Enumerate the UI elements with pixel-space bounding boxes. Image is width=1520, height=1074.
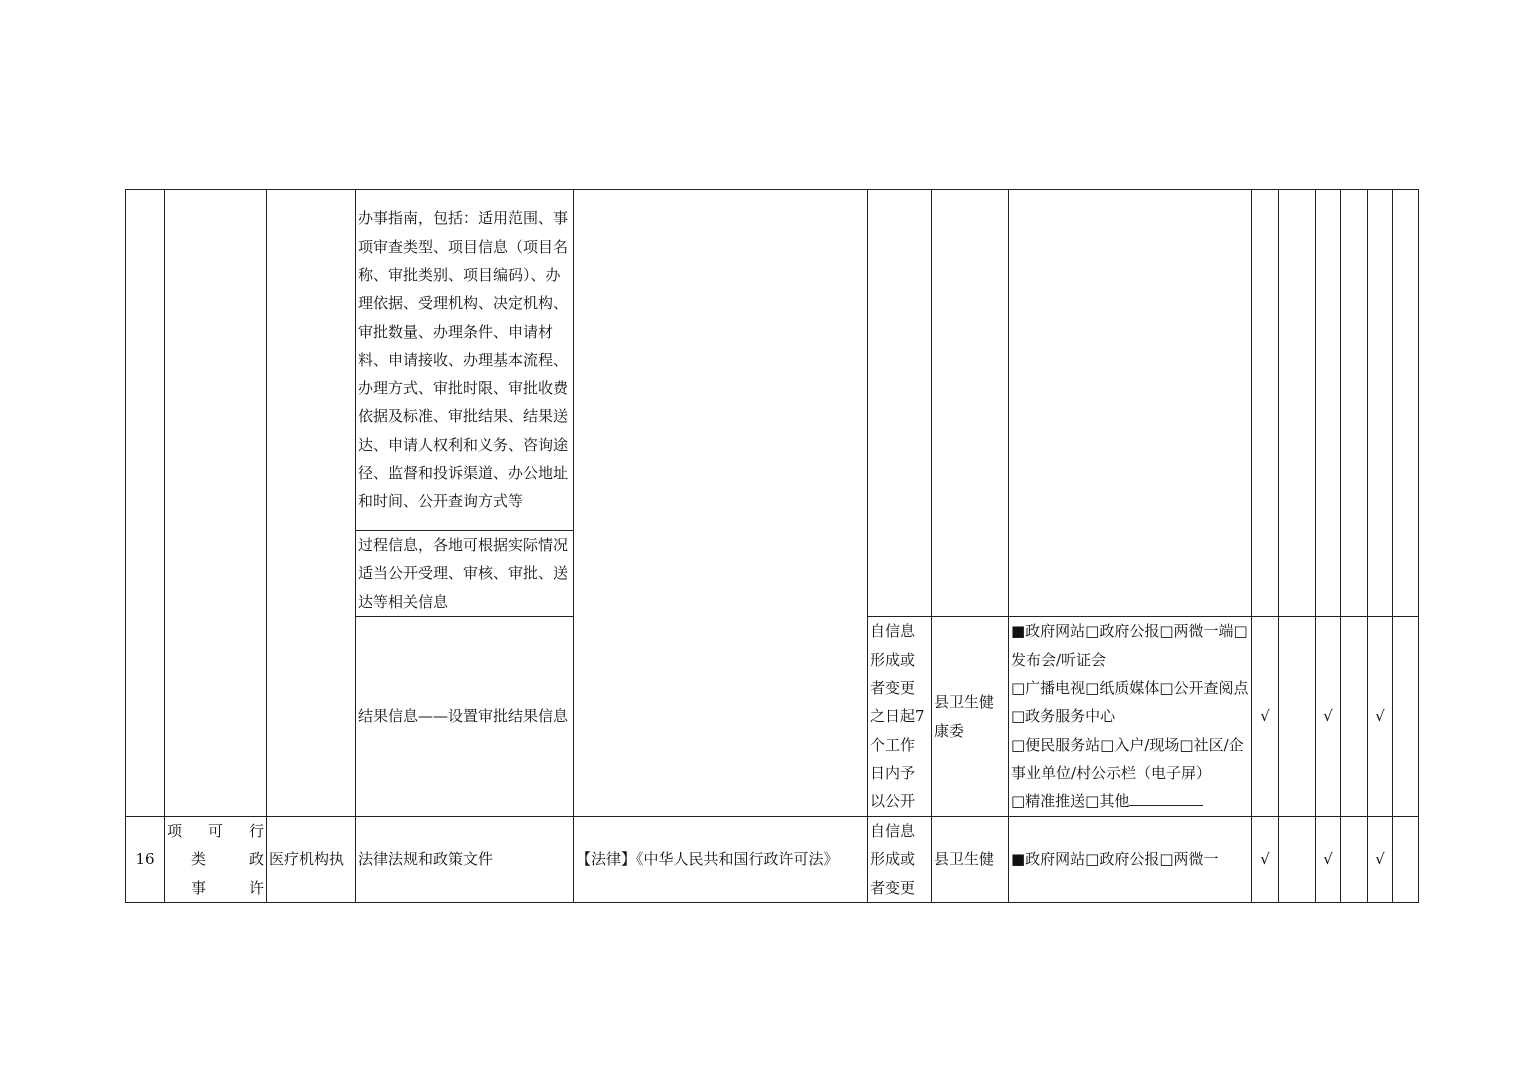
- mark-cell: [1341, 817, 1368, 903]
- item-cell: 医疗机构执: [267, 817, 356, 903]
- content-cell: 法律法规和政策文件: [356, 817, 574, 903]
- category-cell: [165, 817, 267, 903]
- mark-cell: [1341, 190, 1368, 617]
- basis-cell: 【法律】《中华人民共和国行政许可法》: [574, 817, 868, 903]
- disclosure-table: [125, 189, 1419, 903]
- time-limit-cell: 自信息形成或者变更: [868, 817, 932, 903]
- mark-cell: [1368, 190, 1393, 617]
- category-cell: [165, 190, 267, 817]
- channel-cell: [1009, 190, 1252, 617]
- mark-cell: [1279, 817, 1316, 903]
- mark-cell: √: [1368, 817, 1393, 903]
- channel-line: □广播电视□纸质媒体□公开查阅点□政务服务中心: [1011, 679, 1249, 726]
- channel-line: ■政府网站□政府公报□两微一端□发布会/听证会: [1011, 622, 1248, 669]
- channel-cell: [1009, 617, 1252, 817]
- subject-cell: [932, 190, 1009, 617]
- table-row: [126, 190, 1419, 531]
- table-row: [126, 817, 1419, 903]
- category-line: 项 可 行: [167, 822, 264, 840]
- mark-cell: √: [1252, 617, 1279, 817]
- blank-underline: [1129, 793, 1203, 806]
- mark-cell: [1393, 617, 1419, 817]
- mark-cell: [1393, 817, 1419, 903]
- mark-cell: √: [1252, 817, 1279, 903]
- number-cell: [126, 190, 165, 817]
- mark-cell: [1341, 617, 1368, 817]
- subject-cell: 县卫生健: [932, 817, 1009, 903]
- mark-cell: [1279, 617, 1316, 817]
- mark-cell: [1393, 190, 1419, 617]
- number-cell: 16: [126, 817, 165, 903]
- mark-cell: √: [1316, 617, 1341, 817]
- mark-cell: [1316, 190, 1341, 617]
- result-content-cell: 结果信息——设置审批结果信息: [356, 617, 574, 817]
- time-limit-cell: [868, 190, 932, 617]
- item-cell: [267, 190, 356, 817]
- mark-cell: [1252, 190, 1279, 617]
- mark-cell: √: [1368, 617, 1393, 817]
- category-line: 事 许: [191, 878, 264, 897]
- basis-cell: [574, 190, 868, 817]
- channel-line: □精准推送□其他: [1011, 787, 1249, 815]
- guide-content-cell: 办事指南，包括：适用范围、事项审查类型、项目信息（项目名称、审批类别、项目编码）、办理依据、受理机构、决定机构、审批数量、办理条件、申请材料、申请接收、办理基本流程、办理方式、审批时限、审批收费依据及标准、审批结果、结果送达、申请人权利和义务、咨询途径、监督和投诉渠道、办公地址和时间、公开查询方式等: [356, 190, 574, 531]
- mark-cell: [1279, 190, 1316, 617]
- mark-cell: √: [1316, 817, 1341, 903]
- channel-line: □便民服务站□入户/现场□社区/企事业单位/村公示栏（电子屏）: [1011, 735, 1244, 782]
- channel-cell: ■政府网站□政府公报□两微一: [1009, 817, 1252, 903]
- category-line: 类 政: [191, 850, 264, 869]
- time-limit-cell: 自信息形成或者变更之日起7个工作日内予以公开: [868, 617, 932, 817]
- process-content-cell: 过程信息，各地可根据实际情况适当公开受理、审核、审批、送达等相关信息: [356, 531, 574, 617]
- subject-cell: 县卫生健康委: [932, 617, 1009, 817]
